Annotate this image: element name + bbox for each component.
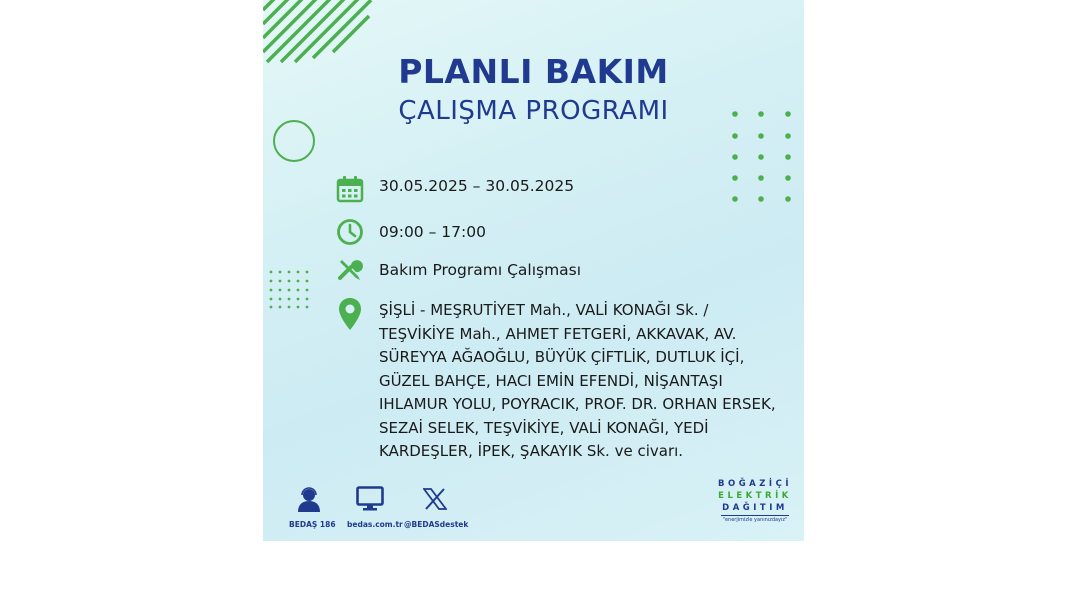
logo-tagline: "enerjimizle yanınızdayız" [722, 517, 788, 523]
logo-divider [721, 515, 789, 516]
calendar-icon [336, 175, 364, 203]
location-pin-icon [338, 297, 362, 331]
address-line: GÜZEL BAHÇE, HACI EMİN EFENDİ, NİŞANTAŞI [379, 371, 723, 390]
time-range: 09:00 – 17:00 [379, 223, 486, 241]
work-type: Bakım Programı Çalışması [379, 261, 582, 279]
address-line: SÜREYYA AĞAOĞLU, BÜYÜK ÇİFTLİK, DUTLUK İÇİ, [379, 348, 745, 366]
title-line-2: ÇALIŞMA PROGRAMI [398, 96, 669, 126]
decorative-ring [273, 120, 315, 162]
address-line: KARDEŞLER, İPEK, ŞAKAYIK Sk. ve civarı. [379, 442, 684, 460]
address-line: IHLAMUR YOLU, POYRACIK, PROF. DR. ORHAN ERSEK, [379, 395, 776, 413]
clock-icon [336, 218, 364, 246]
address-block [379, 299, 799, 464]
logo-line-3: DAĞITIM [722, 503, 788, 513]
address-line: SEZAİ SELEK, TEŞVİKİYE, VALİ KONAĞI, YEDİ [379, 418, 709, 437]
monitor-icon [356, 486, 384, 512]
date-range: 30.05.2025 – 30.05.2025 [379, 177, 575, 195]
tools-icon [336, 256, 364, 284]
phone-label: BEDAŞ 186 [289, 520, 336, 529]
decorative-dots-left [267, 268, 311, 310]
x-logo-icon [423, 488, 447, 510]
announcement-card [263, 0, 804, 541]
address-line: ŞİŞLİ - MEŞRUTİYET Mah., VALİ KONAĞI Sk. / [379, 301, 709, 319]
title-line-1: PLANLI BAKIM [398, 52, 669, 91]
call-center-icon [296, 486, 322, 512]
logo-line-2: ELEKTRİK [718, 491, 792, 501]
social-handle[interactable]: @BEDASdestek [404, 520, 469, 529]
address-line: TEŞVİKİYE Mah., AHMET FETGERİ, AKKAVAK, AV. [379, 324, 737, 343]
bedas-logo [715, 478, 795, 523]
logo-line-1: BOĞAZİÇİ [718, 479, 792, 489]
website-link[interactable]: bedas.com.tr [347, 520, 403, 529]
